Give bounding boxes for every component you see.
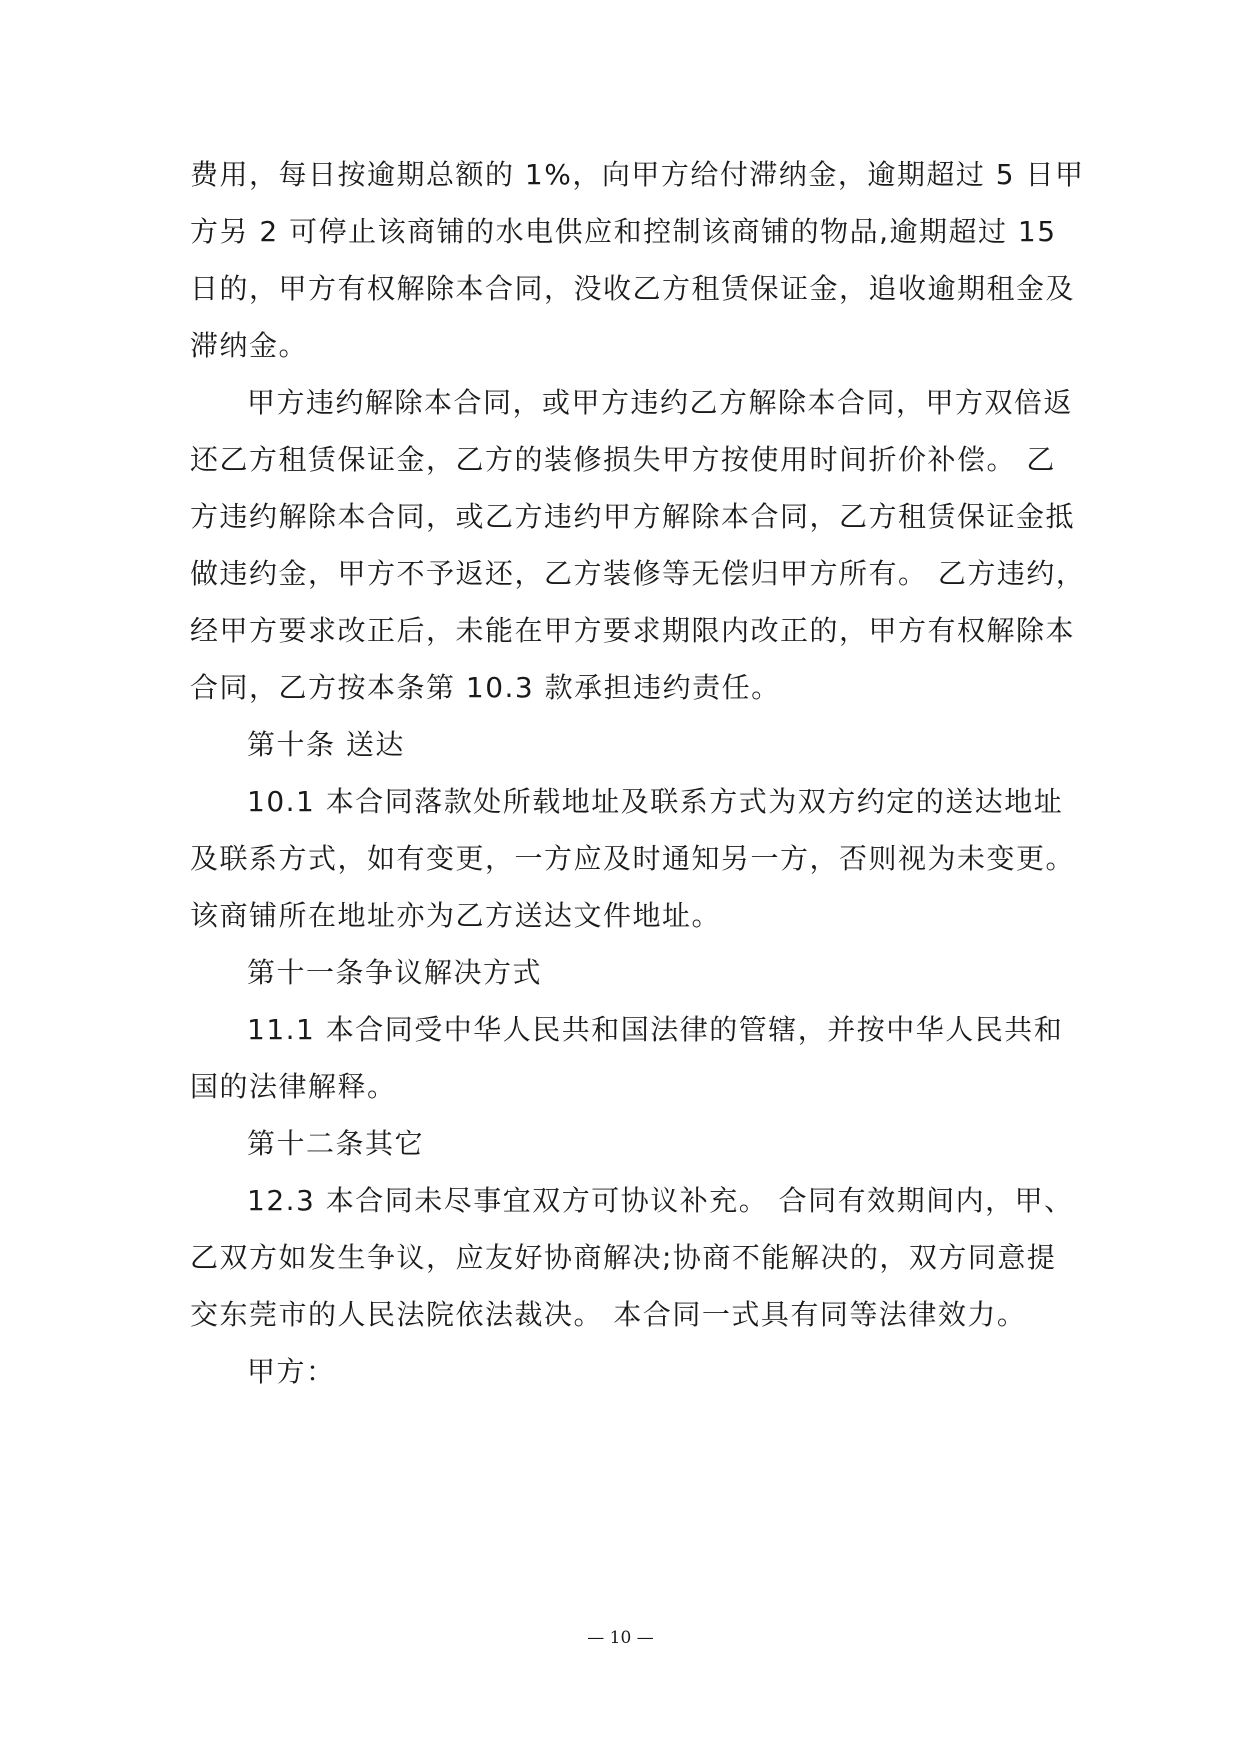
clause-line: 及联系方式，如有变更，一方应及时通知另一方，否则视为未变更。 [190, 842, 1076, 875]
section-heading: 第十条 送达 [247, 728, 405, 761]
section-heading: 第十一条争议解决方式 [247, 956, 543, 989]
paragraph-line: 甲方违约解除本合同，或甲方违约乙方解除本合同，甲方双倍返 [247, 386, 1074, 419]
paragraph-line: 做违约金，甲方不予返还，乙方装修等无偿归甲方所有。 乙方违约， [190, 557, 1086, 590]
clause-line: 该商铺所在地址亦为乙方送达文件地址。 [190, 899, 722, 932]
clause-line: 交东莞市的人民法院依法裁决。 本合同一式具有同等法律效力。 [190, 1298, 1027, 1331]
paragraph-line: 方违约解除本合同，或乙方违约甲方解除本合同，乙方租赁保证金抵 [190, 500, 1076, 533]
clause-line: 11.1 本合同受中华人民共和国法律的管辖，并按中华人民共和 [247, 1013, 1064, 1046]
signature-party-label: 甲方： [247, 1355, 336, 1388]
paragraph-line: 经甲方要求改正后，未能在甲方要求期限内改正的，甲方有权解除本 [190, 614, 1076, 647]
paragraph-line: 方另 2 可停止该商铺的水电供应和控制该商铺的物品,逾期超过 15 [190, 215, 1057, 248]
clause-line: 国的法律解释。 [190, 1070, 397, 1103]
clause-line: 乙双方如发生争议，应友好协商解决;协商不能解决的，双方同意提 [190, 1241, 1057, 1274]
clause-line: 12.3 本合同未尽事宜双方可协议补充。 合同有效期间内，甲、 [247, 1184, 1074, 1217]
paragraph-line: 日的，甲方有权解除本合同，没收乙方租赁保证金，追收逾期租金及 [190, 272, 1076, 305]
section-heading: 第十二条其它 [247, 1127, 425, 1160]
clause-line: 10.1 本合同落款处所载地址及联系方式为双方约定的送达地址 [247, 785, 1064, 818]
paragraph-line: 滞纳金。 [190, 329, 309, 362]
paragraph-line: 合同，乙方按本条第 10.3 款承担违约责任。 [190, 671, 781, 704]
paragraph-line: 费用，每日按逾期总额的 1%，向甲方给付滞纳金，逾期超过 5 日甲 [190, 158, 1085, 191]
page-number: — 10 — [587, 1628, 654, 1648]
paragraph-line: 还乙方租赁保证金，乙方的装修损失甲方按使用时间折价补偿。 乙 [190, 443, 1056, 476]
